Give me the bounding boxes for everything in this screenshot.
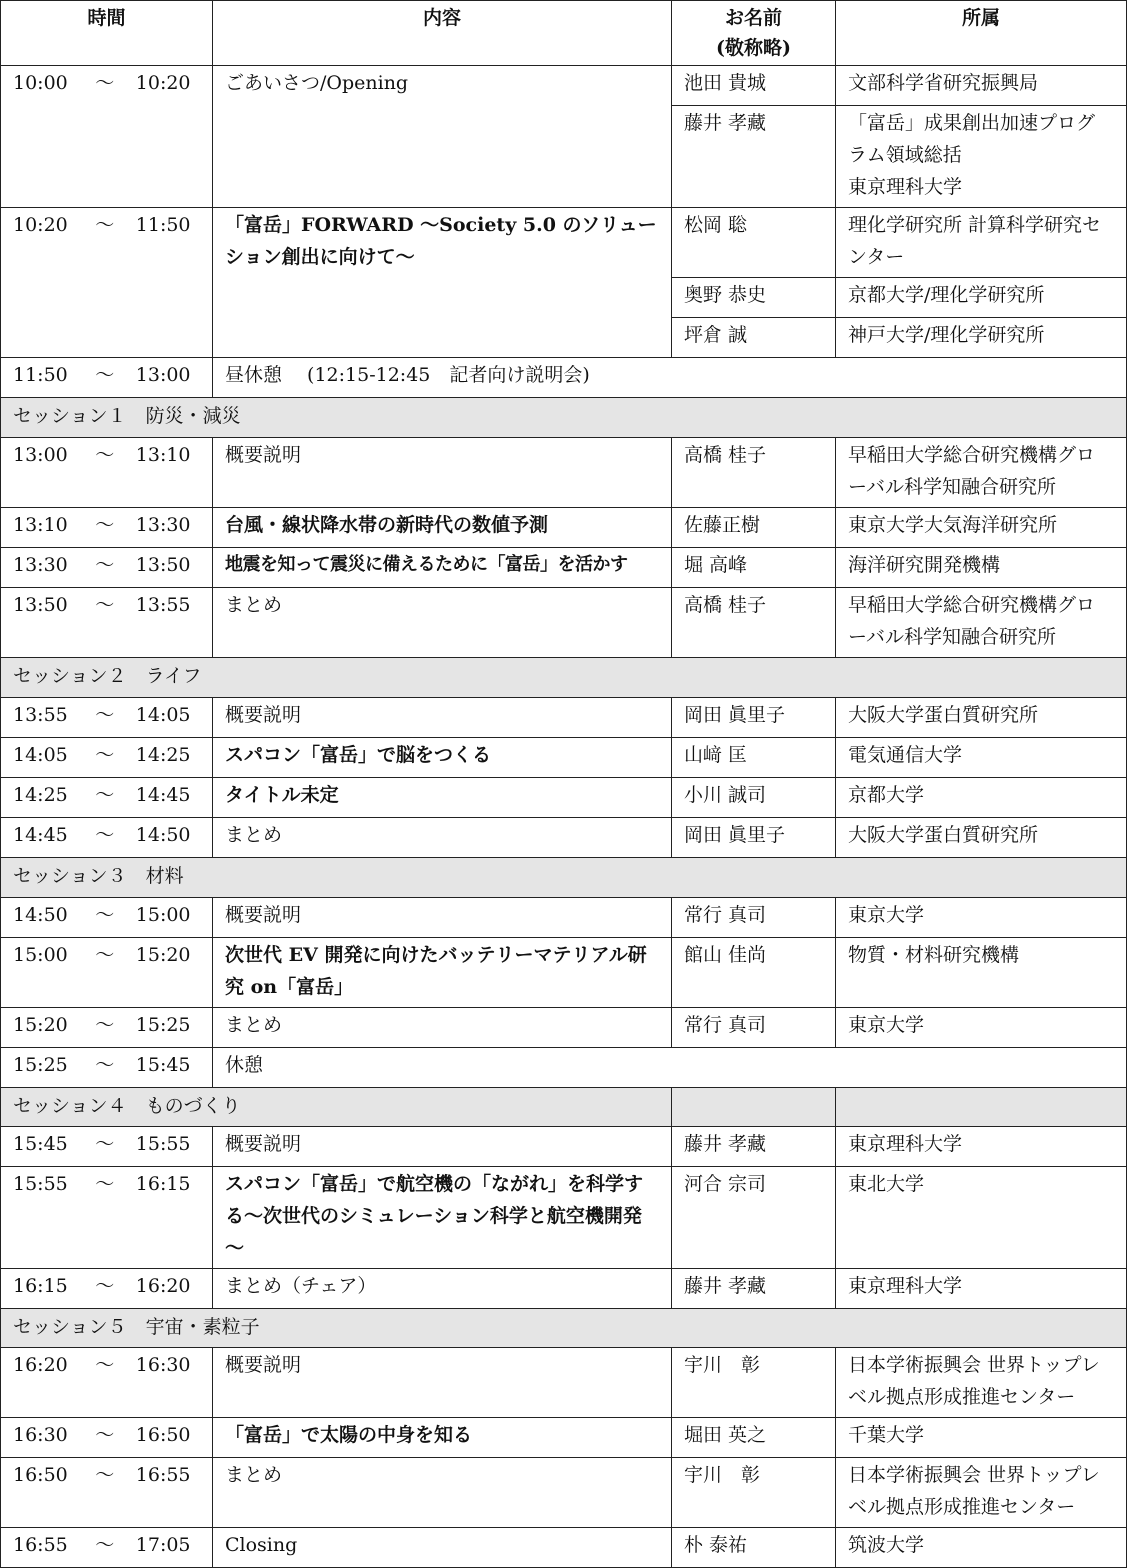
name-cell: 松岡 聡 bbox=[672, 208, 836, 278]
affiliation-cell: 物質・材料研究機構 bbox=[836, 938, 1127, 1008]
content-cell: 概要説明 bbox=[213, 1127, 672, 1167]
table-row bbox=[1, 548, 1127, 588]
time-cell: 13:50 ～ 13:55 bbox=[1, 588, 213, 658]
affiliation-cell: 海洋研究開発機構 bbox=[836, 548, 1127, 588]
name-cell: 常行 真司 bbox=[672, 1008, 836, 1048]
session-title: セッション３ 材料 bbox=[1, 858, 1127, 898]
content-cell: まとめ bbox=[213, 1008, 672, 1048]
affiliation-cell: 大阪大学蛋白質研究所 bbox=[836, 818, 1127, 858]
table-row bbox=[1, 208, 1127, 278]
affiliation-cell: 早稲田大学総合研究機構グローバル科学知融合研究所 bbox=[836, 438, 1127, 508]
affiliation-cell: 東京大学 bbox=[836, 898, 1127, 938]
time-cell: 15:25 ～ 15:45 bbox=[1, 1048, 213, 1088]
table-row bbox=[1, 588, 1127, 658]
name-cell: 岡田 眞里子 bbox=[672, 818, 836, 858]
header-row bbox=[1, 1, 1127, 66]
affiliation-cell: 千葉大学 bbox=[836, 1418, 1127, 1458]
table-row bbox=[1, 898, 1127, 938]
name-cell: 岡田 眞里子 bbox=[672, 698, 836, 738]
content-cell: まとめ bbox=[213, 818, 672, 858]
name-cell: 河合 宗司 bbox=[672, 1167, 836, 1269]
session-row bbox=[1, 658, 1127, 698]
time-cell: 11:50 ～ 13:00 bbox=[1, 358, 213, 398]
name-cell: 佐藤正樹 bbox=[672, 508, 836, 548]
time-cell: 16:55 ～ 17:05 bbox=[1, 1528, 213, 1568]
table-row bbox=[1, 698, 1127, 738]
content-cell: 地震を知って震災に備えるために「富岳」を活かす bbox=[213, 548, 672, 588]
time-cell: 14:05 ～ 14:25 bbox=[1, 738, 213, 778]
time-cell: 16:30 ～ 16:50 bbox=[1, 1418, 213, 1458]
table-row bbox=[1, 818, 1127, 858]
table-row bbox=[1, 1048, 1127, 1088]
table-row bbox=[1, 778, 1127, 818]
name-cell: 宇川 彰 bbox=[672, 1348, 836, 1418]
affiliation-cell: 日本学術振興会 世界トップレベル拠点形成推進センター bbox=[836, 1348, 1127, 1418]
name-cell: 高橋 桂子 bbox=[672, 438, 836, 508]
content-cell: タイトル未定 bbox=[213, 778, 672, 818]
table-row bbox=[1, 1008, 1127, 1048]
time-cell: 14:50 ～ 15:00 bbox=[1, 898, 213, 938]
time-cell: 15:45 ～ 15:55 bbox=[1, 1127, 213, 1167]
name-cell: 常行 真司 bbox=[672, 898, 836, 938]
name-cell: 山﨑 匡 bbox=[672, 738, 836, 778]
time-cell: 13:10 ～ 13:30 bbox=[1, 508, 213, 548]
affiliation-cell: 京都大学/理化学研究所 bbox=[836, 278, 1127, 318]
time-cell: 15:20 ～ 15:25 bbox=[1, 1008, 213, 1048]
session-row bbox=[1, 1309, 1127, 1348]
name-cell: 坪倉 誠 bbox=[672, 318, 836, 358]
table-row bbox=[1, 938, 1127, 1008]
content-cell: 次世代 EV 開発に向けたバッテリーマテリアル研究 on「富岳」 bbox=[213, 938, 672, 1008]
affiliation-cell: 京都大学 bbox=[836, 778, 1127, 818]
time-cell: 13:30 ～ 13:50 bbox=[1, 548, 213, 588]
affiliation-cell: 東京理科大学 bbox=[836, 1269, 1127, 1309]
table-row bbox=[1, 1348, 1127, 1418]
table-row bbox=[1, 66, 1127, 106]
name-cell: 藤井 孝藏 bbox=[672, 106, 836, 208]
affiliation-cell: 早稲田大学総合研究機構グローバル科学知融合研究所 bbox=[836, 588, 1127, 658]
time-cell: 14:45 ～ 14:50 bbox=[1, 818, 213, 858]
affiliation-cell: 東京大学大気海洋研究所 bbox=[836, 508, 1127, 548]
session-row bbox=[1, 398, 1127, 438]
content-cell: 「富岳」FORWARD ～Society 5.0 のソリューション創出に向けて～ bbox=[213, 208, 672, 358]
header-time: 時間 bbox=[1, 1, 213, 66]
table-row bbox=[1, 508, 1127, 548]
time-cell: 16:20 ～ 16:30 bbox=[1, 1348, 213, 1418]
affiliation-cell: 文部科学省研究振興局 bbox=[836, 66, 1127, 106]
content-cell: まとめ bbox=[213, 1458, 672, 1528]
name-cell: 堀田 英之 bbox=[672, 1418, 836, 1458]
empty-cell bbox=[836, 1088, 1127, 1127]
content-cell: まとめ bbox=[213, 588, 672, 658]
session-title: セッション１ 防災・減災 bbox=[1, 398, 1127, 438]
name-cell: 奥野 恭史 bbox=[672, 278, 836, 318]
header-name: お名前 (敬称略) bbox=[672, 1, 836, 66]
time-cell: 13:55 ～ 14:05 bbox=[1, 698, 213, 738]
name-cell: 池田 貴城 bbox=[672, 66, 836, 106]
table-row bbox=[1, 1418, 1127, 1458]
name-cell: 高橋 桂子 bbox=[672, 588, 836, 658]
content-cell: 台風・線状降水帯の新時代の数値予測 bbox=[213, 508, 672, 548]
header-affiliation: 所属 bbox=[836, 1, 1127, 66]
time-cell: 15:55 ～ 16:15 bbox=[1, 1167, 213, 1269]
time-cell: 13:00 ～ 13:10 bbox=[1, 438, 213, 508]
time-cell: 14:25 ～ 14:45 bbox=[1, 778, 213, 818]
table-row bbox=[1, 1458, 1127, 1528]
session-row bbox=[1, 858, 1127, 898]
table-row bbox=[1, 738, 1127, 778]
content-cell: 概要説明 bbox=[213, 898, 672, 938]
table-row bbox=[1, 358, 1127, 398]
affiliation-cell: 「富岳」成果創出加速プログラム領域総括 東京理科大学 bbox=[836, 106, 1127, 208]
content-cell: Closing bbox=[213, 1528, 672, 1568]
affiliation-cell: 東京理科大学 bbox=[836, 1127, 1127, 1167]
affiliation-cell: 電気通信大学 bbox=[836, 738, 1127, 778]
session-title: セッション２ ライフ bbox=[1, 658, 1127, 698]
table-row bbox=[1, 1269, 1127, 1309]
name-cell: 朴 泰祐 bbox=[672, 1528, 836, 1568]
content-cell: 概要説明 bbox=[213, 698, 672, 738]
content-cell: 「富岳」で太陽の中身を知る bbox=[213, 1418, 672, 1458]
content-cell: 概要説明 bbox=[213, 438, 672, 508]
content-cell: 概要説明 bbox=[213, 1348, 672, 1418]
content-cell: まとめ（チェア） bbox=[213, 1269, 672, 1309]
affiliation-cell: 東北大学 bbox=[836, 1167, 1127, 1269]
time-cell: 16:15 ～ 16:20 bbox=[1, 1269, 213, 1309]
session-row bbox=[1, 1088, 1127, 1127]
content-cell: 昼休憩 (12:15-12:45 記者向け説明会) bbox=[213, 358, 1127, 398]
name-cell: 堀 高峰 bbox=[672, 548, 836, 588]
table-row bbox=[1, 1127, 1127, 1167]
time-cell: 16:50 ～ 16:55 bbox=[1, 1458, 213, 1528]
table-row bbox=[1, 1528, 1127, 1568]
content-cell: スパコン「富岳」で航空機の「ながれ」を科学する～次世代のシミュレーション科学と航空機開発～ bbox=[213, 1167, 672, 1269]
content-cell: ごあいさつ/Opening bbox=[213, 66, 672, 208]
content-cell: スパコン「富岳」で脳をつくる bbox=[213, 738, 672, 778]
affiliation-cell: 理化学研究所 計算科学研究センター bbox=[836, 208, 1127, 278]
name-cell: 館山 佳尚 bbox=[672, 938, 836, 1008]
time-cell: 15:00 ～ 15:20 bbox=[1, 938, 213, 1008]
table-row bbox=[1, 1167, 1127, 1269]
content-cell: 休憩 bbox=[213, 1048, 1127, 1088]
affiliation-cell: 神戸大学/理化学研究所 bbox=[836, 318, 1127, 358]
empty-cell bbox=[672, 1088, 836, 1127]
session-title: セッション５ 宇宙・素粒子 bbox=[1, 1309, 1127, 1348]
time-cell: 10:20 ～ 11:50 bbox=[1, 208, 213, 358]
name-cell: 宇川 彰 bbox=[672, 1458, 836, 1528]
affiliation-cell: 東京大学 bbox=[836, 1008, 1127, 1048]
table-row bbox=[1, 438, 1127, 508]
name-cell: 小川 誠司 bbox=[672, 778, 836, 818]
time-cell: 10:00 ～ 10:20 bbox=[1, 66, 213, 208]
name-cell: 藤井 孝藏 bbox=[672, 1127, 836, 1167]
affiliation-cell: 大阪大学蛋白質研究所 bbox=[836, 698, 1127, 738]
session-title: セッション４ ものづくり bbox=[1, 1088, 672, 1127]
affiliation-cell: 筑波大学 bbox=[836, 1528, 1127, 1568]
header-content: 内容 bbox=[213, 1, 672, 66]
name-cell: 藤井 孝藏 bbox=[672, 1269, 836, 1309]
affiliation-cell: 日本学術振興会 世界トップレベル拠点形成推進センター bbox=[836, 1458, 1127, 1528]
